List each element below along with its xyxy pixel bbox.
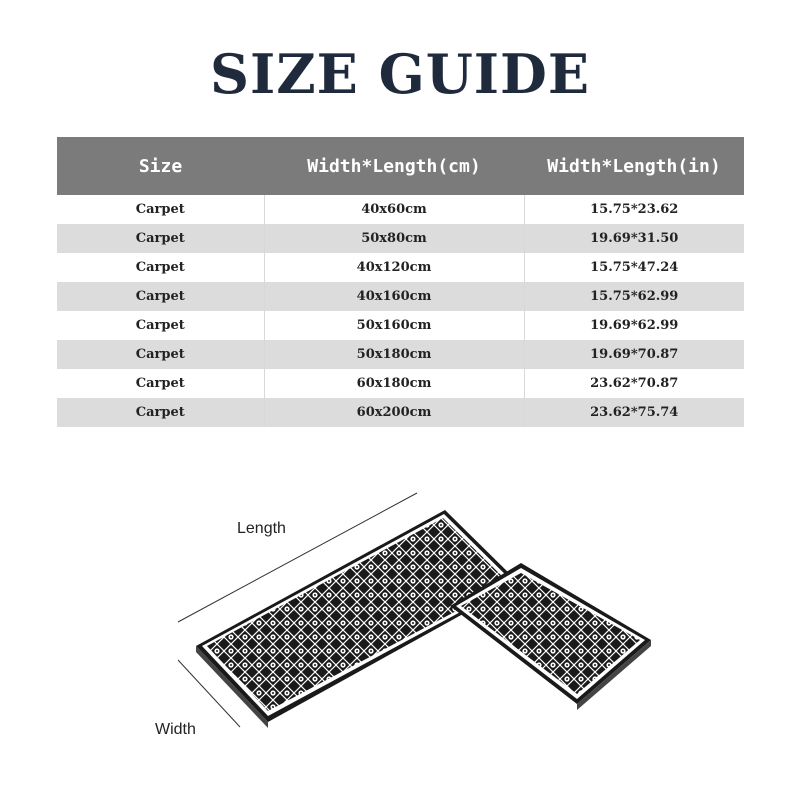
width-label: Width bbox=[155, 721, 196, 738]
cell-in: 15.75*62.99 bbox=[524, 282, 744, 311]
cell-in: 19.69*62.99 bbox=[524, 311, 744, 340]
cell-cm: 50x80cm bbox=[264, 224, 524, 253]
length-label: Length bbox=[237, 520, 286, 537]
table-row bbox=[57, 253, 744, 282]
cell-cm: 40x60cm bbox=[264, 195, 524, 224]
cell-size: Carpet bbox=[57, 311, 264, 340]
cell-size: Carpet bbox=[57, 224, 264, 253]
cell-size: Carpet bbox=[57, 253, 264, 282]
table-row bbox=[57, 224, 744, 253]
cell-size: Carpet bbox=[57, 340, 264, 369]
cell-in: 19.69*70.87 bbox=[524, 340, 744, 369]
table-row bbox=[57, 282, 744, 311]
cell-cm: 40x120cm bbox=[264, 253, 524, 282]
cell-in: 23.62*70.87 bbox=[524, 369, 744, 398]
header-cm: Width*Length(cm) bbox=[264, 137, 524, 195]
cell-in: 15.75*47.24 bbox=[524, 253, 744, 282]
cell-size: Carpet bbox=[57, 282, 264, 311]
page-title: SIZE GUIDE bbox=[209, 42, 591, 106]
table-header-row bbox=[57, 137, 744, 195]
cell-in: 23.62*75.74 bbox=[524, 398, 744, 427]
cell-cm: 50x160cm bbox=[264, 311, 524, 340]
cell-size: Carpet bbox=[57, 369, 264, 398]
header-size: Size bbox=[57, 137, 264, 195]
table-row bbox=[57, 369, 744, 398]
cell-cm: 50x180cm bbox=[264, 340, 524, 369]
table-row bbox=[57, 340, 744, 369]
cell-in: 19.69*31.50 bbox=[524, 224, 744, 253]
cell-cm: 60x180cm bbox=[264, 369, 524, 398]
cell-size: Carpet bbox=[57, 398, 264, 427]
cell-size: Carpet bbox=[57, 195, 264, 224]
size-table bbox=[57, 137, 744, 427]
header-in: Width*Length(in) bbox=[524, 137, 744, 195]
rug-diagram bbox=[0, 470, 800, 770]
cell-cm: 60x200cm bbox=[264, 398, 524, 427]
table-row bbox=[57, 311, 744, 340]
cell-cm: 40x160cm bbox=[264, 282, 524, 311]
table-row bbox=[57, 398, 744, 427]
cell-in: 15.75*23.62 bbox=[524, 195, 744, 224]
table-row bbox=[57, 195, 744, 224]
